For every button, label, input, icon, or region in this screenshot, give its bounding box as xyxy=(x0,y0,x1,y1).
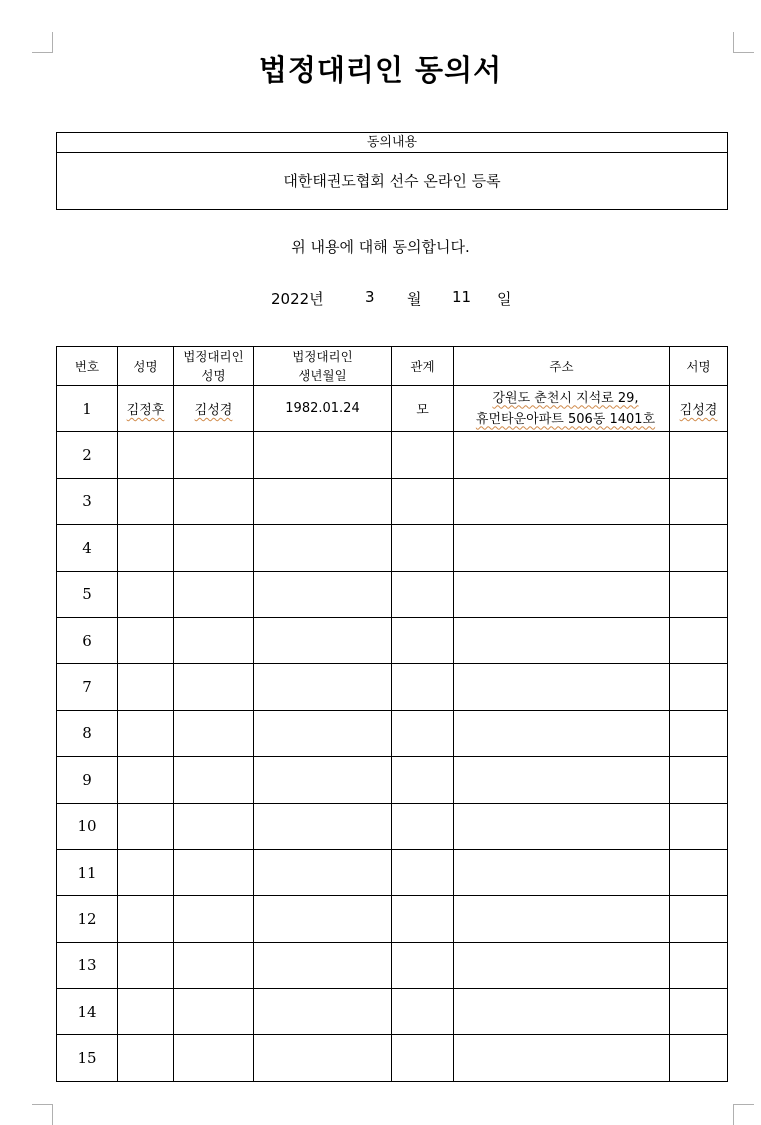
header-signature: 서명 xyxy=(670,347,728,386)
row-number: 14 xyxy=(57,989,118,1035)
table-row xyxy=(57,478,728,524)
row-address-line2: 휴먼타운아파트 506동 1401호 xyxy=(475,411,656,427)
table-row xyxy=(57,617,728,663)
table-row xyxy=(57,849,728,895)
table-row xyxy=(57,571,728,617)
row-number: 4 xyxy=(57,525,118,571)
header-guardian-birth-line1: 법정대리인 xyxy=(292,349,353,364)
row-relation: 모 xyxy=(392,386,454,432)
header-guardian-name xyxy=(174,347,254,386)
row-number: 13 xyxy=(57,942,118,988)
row-number: 8 xyxy=(57,710,118,756)
table-row xyxy=(57,989,728,1035)
header-guardian-name-line2: 성명 xyxy=(201,368,226,383)
date-day: 11 xyxy=(452,288,472,306)
date-day-unit: 일 xyxy=(497,290,512,308)
row-number: 6 xyxy=(57,617,118,663)
table-row xyxy=(57,664,728,710)
row-number: 15 xyxy=(57,1035,118,1081)
guardian-list-table xyxy=(56,346,728,1082)
table-row xyxy=(57,432,728,478)
table-row xyxy=(57,1035,728,1081)
row-number: 1 xyxy=(57,386,118,432)
header-guardian-name-line1: 법정대리인 xyxy=(183,349,244,364)
row-number: 9 xyxy=(57,757,118,803)
consent-box xyxy=(56,132,728,210)
header-guardian-birth xyxy=(254,347,392,386)
date-month-unit: 월 xyxy=(407,290,422,308)
row-number: 12 xyxy=(57,896,118,942)
table-row xyxy=(57,896,728,942)
page-corner-mark-bottom-left xyxy=(32,1104,53,1125)
row-number: 11 xyxy=(57,849,118,895)
consent-header: 동의내용 xyxy=(57,133,727,153)
row-guardian-birth: 1982.01.24 xyxy=(254,386,392,432)
row-name: 김정후 xyxy=(126,403,165,419)
row-number: 2 xyxy=(57,432,118,478)
table-row xyxy=(57,803,728,849)
header-address: 주소 xyxy=(454,347,670,386)
date-year: 2022년 xyxy=(271,290,324,308)
row-number: 7 xyxy=(57,664,118,710)
table-row xyxy=(57,757,728,803)
header-guardian-birth-line2: 생년월일 xyxy=(298,368,347,383)
header-relation: 관계 xyxy=(392,347,454,386)
table-header-row xyxy=(57,347,728,386)
header-number: 번호 xyxy=(57,347,118,386)
table-row xyxy=(57,386,728,432)
date-month: 3 xyxy=(365,288,375,306)
consent-text: 대한태권도협회 선수 온라인 등록 xyxy=(283,172,501,190)
table-row xyxy=(57,710,728,756)
row-number: 3 xyxy=(57,478,118,524)
row-number: 5 xyxy=(57,571,118,617)
document-title: 법정대리인 동의서 xyxy=(258,53,503,87)
table-row xyxy=(57,942,728,988)
row-address xyxy=(454,386,670,432)
row-guardian-name: 김성경 xyxy=(194,403,233,419)
table-row xyxy=(57,525,728,571)
agreement-statement: 위 내용에 대해 동의합니다. xyxy=(291,238,470,256)
row-address-line1: 강원도 춘천시 지석로 29, xyxy=(492,390,639,406)
row-signature: 김성경 xyxy=(679,403,718,419)
row-number: 10 xyxy=(57,803,118,849)
page-corner-mark-bottom-right xyxy=(733,1104,754,1125)
header-name: 성명 xyxy=(118,347,174,386)
